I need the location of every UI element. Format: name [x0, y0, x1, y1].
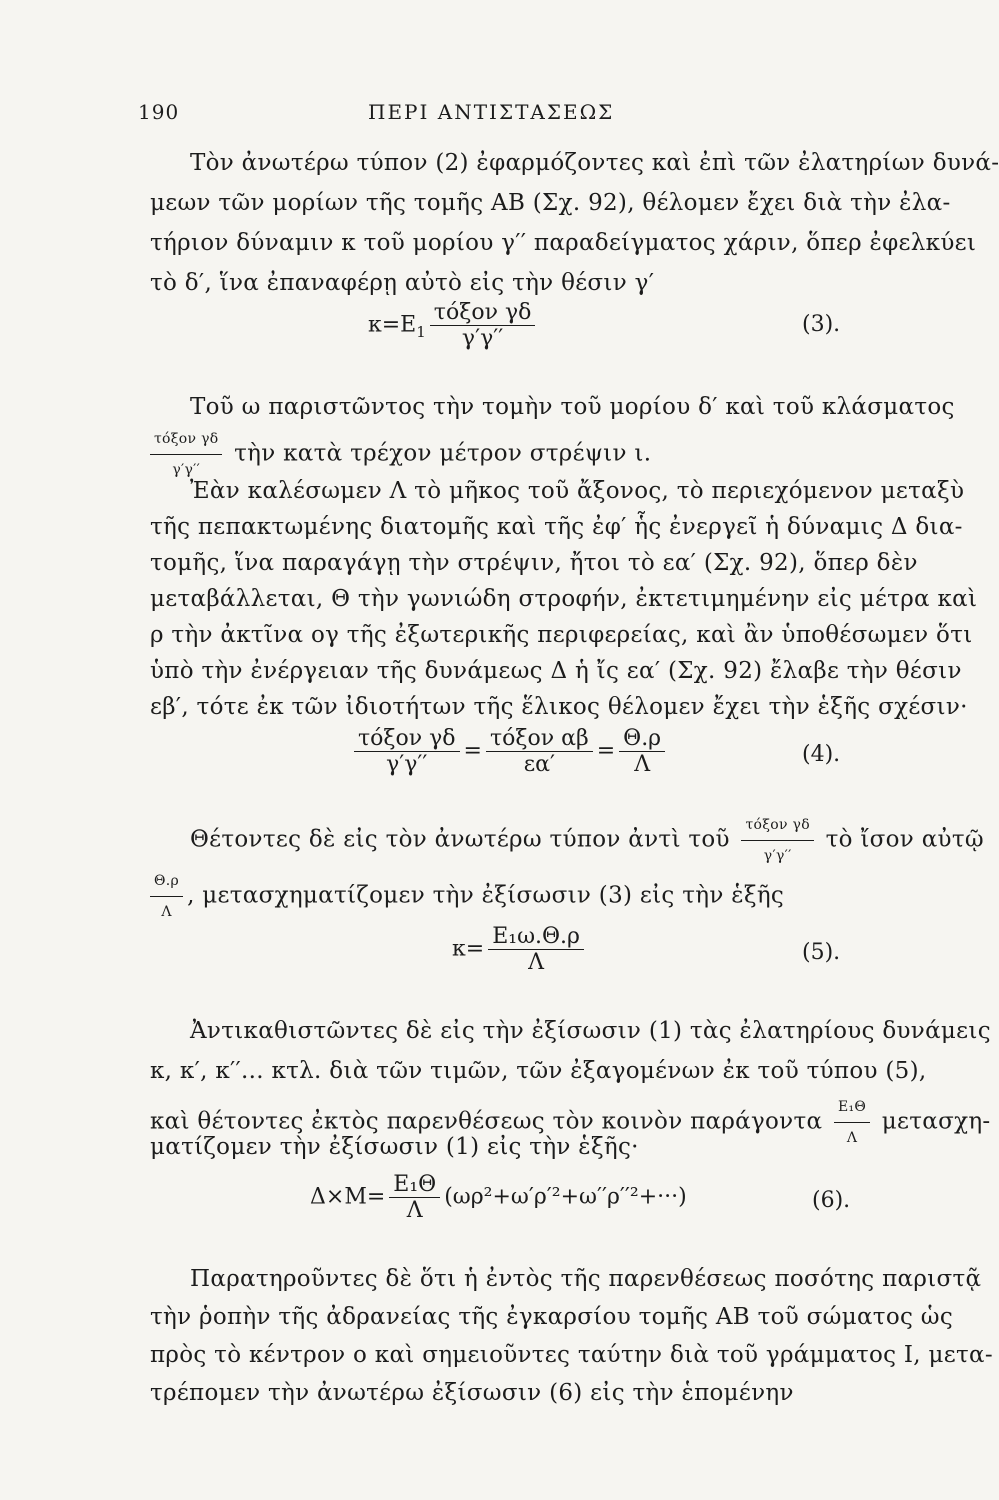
eq3-denominator: γ′γ′′ [430, 325, 536, 351]
eq4-fraction-3 [619, 726, 665, 777]
equation-3 [368, 300, 539, 351]
text-line: Ἀντικαθιστῶντες δὲ εἰς τὴν ἐξίσωσιν (1) τὰς ἐλατηρίους δυνάμεις [190, 1018, 991, 1044]
inline-fraction [741, 810, 813, 871]
equation-4 [350, 726, 669, 777]
inline-fraction-numerator: τόξον γδ [745, 817, 810, 833]
text-line: τρέπομεν τὴν ἀνωτέρω ἐξίσωσιν (6) εἰς τὴν ἑπομένην [150, 1380, 794, 1406]
eq4-equals: = [463, 738, 482, 764]
running-title: ΠΕΡΙ ΑΝΤΙΣΤΑΣΕΩΣ [368, 100, 615, 124]
inline-fraction-denominator: γ′γ′′ [150, 454, 222, 485]
inline-fraction-denominator: Λ [834, 1122, 870, 1153]
eq5-denominator: Λ [488, 949, 584, 975]
eq4-numerator-3: Θ.ρ [623, 726, 662, 751]
eq4-equals: = [596, 738, 616, 764]
text-line: Τοῦ ω παριστῶντος τὴν τομὴν τοῦ μορίου δ′ καὶ τοῦ κλάσματος [190, 394, 955, 420]
text-fragment: Θέτοντες δὲ εἰς τὸν ἀνωτέρω τύπον ἀντὶ τοῦ [190, 826, 730, 853]
eq4-numerator-2: τόξον αβ [489, 726, 589, 751]
eq3-fraction [430, 300, 536, 351]
page-number: 190 [138, 100, 180, 124]
text-line: κ, κ′, κ′′... κτλ. διὰ τῶν τιμῶν, τῶν ἐξαγομένων ἐκ τοῦ τύπου (5), [150, 1058, 927, 1084]
text-fragment: μετασχη- [881, 1108, 991, 1135]
eq4-fraction-1 [354, 726, 460, 777]
eq4-fraction-2 [486, 726, 593, 777]
eq4-numerator-1: τόξον γδ [358, 726, 456, 751]
eq5-numerator: Ε₁ω.Θ.ρ [492, 924, 580, 949]
equation-5 [452, 924, 588, 975]
text-line: τῆς πεπακτωμένης διατομῆς καὶ τῆς ἐφ′ ἧς ἐνεργεῖ ἡ δύναμις Δ δια- [150, 514, 963, 540]
eq5-lhs: κ= [452, 936, 485, 962]
text-line: ματίζομεν τὴν ἐξίσωσιν (1) εἰς τὴν ἑξῆς· [150, 1134, 639, 1160]
inline-fraction-denominator: γ′γ′′ [741, 840, 813, 871]
inline-fraction-denominator: Λ [150, 896, 183, 927]
text-line: ρ τὴν ἀκτῖνα ογ τῆς ἐξωτερικῆς περιφερείας, καὶ ἂν ὑποθέσωμεν ὅτι [150, 622, 973, 648]
text-line-with-fraction [150, 866, 880, 927]
eq3-lhs: κ=Ε [368, 312, 417, 338]
text-line: τομῆς, ἵνα παραγάγῃ τὴν στρέψιν, ἤτοι τὸ εα′ (Σχ. 92), ὅπερ δὲν [150, 550, 918, 576]
inline-fraction-numerator: τόξον γδ [154, 431, 219, 447]
text-line: Ἐὰν καλέσωμεν Λ τὸ μῆκος τοῦ ἄξονος, τὸ περιεχόμενον μεταξὺ [190, 478, 965, 504]
eq6-rhs: (ωρ²+ω′ρ′²+ω′′ρ′′²+···) [444, 1184, 687, 1210]
text-line: μεων τῶν μορίων τῆς τομῆς ΑΒ (Σχ. 92), θέλομεν ἔχει διὰ τὴν ἐλα- [150, 190, 951, 216]
text-line: εβ′, τότε ἐκ τῶν ἰδιοτήτων τῆς ἕλικος θέλομεν ἔχει τὴν ἑξῆς σχέσιν· [150, 694, 968, 720]
eq5-fraction [488, 924, 584, 975]
text-line: τήριον δύναμιν κ τοῦ μορίου γ′′ παραδείγματος χάριν, ὅπερ ἐφελκύει [150, 230, 977, 256]
eq6-numerator: Ε₁Θ [393, 1172, 437, 1197]
text-line-with-fraction [190, 810, 984, 871]
eq4-denominator-1: γ′γ′′ [354, 751, 460, 777]
eq6-lhs: Δ×Μ= [310, 1184, 386, 1210]
equation-number-5: (5). [802, 940, 841, 965]
eq4-denominator-3: Λ [619, 751, 665, 777]
equation-number-3: (3). [802, 312, 841, 337]
text-line: τὸ δ′, ἵνα ἐπαναφέρῃ αὐτὸ εἰς τὴν θέσιν γ′ [150, 270, 655, 296]
eq6-fraction [389, 1172, 440, 1223]
eq3-numerator: τόξον γδ [433, 300, 532, 325]
inline-fraction-numerator: Θ.ρ [154, 873, 180, 889]
text-line: τὴν ῥοπὴν τῆς ἀδρανείας τῆς ἐγκαρσίου τομῆς ΑΒ τοῦ σώματος ὡς [150, 1304, 954, 1330]
text-fragment: τὴν κατὰ τρέχον μέτρον στρέψιν ι. [234, 440, 652, 467]
text-fragment: τὸ ἴσον αὐτῷ [825, 826, 984, 853]
eq3-subscript: 1 [416, 322, 426, 341]
text-fragment: καὶ θέτοντες ἐκτὸς παρενθέσεως τὸν κοινὸν παράγοντα [150, 1108, 823, 1135]
inline-fraction [150, 866, 183, 927]
text-line: Τὸν ἀνωτέρω τύπον (2) ἐφαρμόζοντες καὶ ἐπὶ τῶν ἐλατηρίων δυνά- [190, 150, 999, 176]
equation-6 [310, 1172, 687, 1223]
text-fragment: , μετασχηματίζομεν τὴν ἐξίσωσιν (3) εἰς τὴν ἑξῆς [187, 882, 785, 909]
eq6-denominator: Λ [389, 1197, 440, 1223]
text-line: πρὸς τὸ κέντρον ο καὶ σημειοῦντες ταύτην διὰ τοῦ γράμματος Ι, μετα- [150, 1342, 993, 1368]
eq4-denominator-2: εα′ [486, 751, 593, 777]
page-header [138, 100, 838, 130]
inline-fraction-numerator: Ε₁Θ [837, 1099, 867, 1115]
equation-number-4: (4). [802, 742, 841, 767]
text-line: μεταβάλλεται, Θ τὴν γωνιώδη στροφήν, ἐκτετιμημένην εἰς μέτρα καὶ [150, 586, 978, 612]
equation-number-6: (6). [812, 1188, 851, 1213]
text-line: ὑπὸ τὴν ἐνέργειαν τῆς δυνάμεως Δ ἡ ἴς εα′ (Σχ. 92) ἔλαβε τὴν θέσιν [150, 658, 962, 684]
text-line: Παρατηροῦντες δὲ ὅτι ἡ ἐντὸς τῆς παρενθέσεως ποσότης παριστᾷ [190, 1266, 982, 1292]
